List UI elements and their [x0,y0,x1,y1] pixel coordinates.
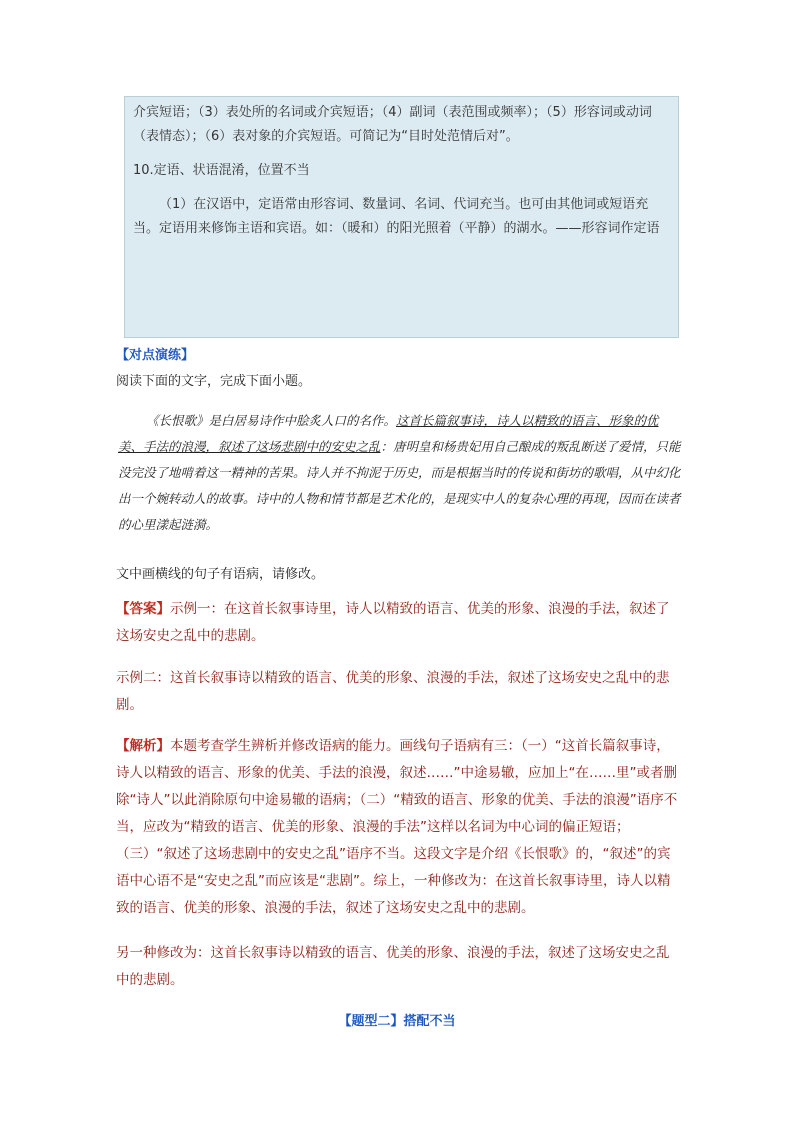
answer-tag: 【答案】 [116,601,170,617]
box-paragraph-adverbial-order: 介宾短语；（3）表处所的名词或介宾短语；（4）副词（表范围或频率）；（5）形容词或动词（表情态）；（6）表对象的介宾短语。可简记为“目时处范情后对”。 [133,105,652,144]
analysis-paragraph: 【解析】本题考查学生辨析并修改语病的能力。画线句子语病有三：（一）“这首长篇叙事诗，诗人以精致的语言、形象的优美、手法的浪漫，叙述……”中途易辙，应加上“在……里”或者删除“诗人”以此消除原句中途易辙的语病；（二）“精致的语言、形象的优美、手法的浪漫”语序不当，应改为“精致的语言、优美的形象、浪漫的手法”这样以名词为中心词的偏正短语；（三）“叙述了这场悲剧中的安史之乱”语序不当。这段文字是介绍《长恨歌》的，“叙述”的宾语中心语不是“安史之乱”而应该是“悲剧”。综上，一种修改为：在这首长叙事诗里，诗人以精致的语言、优美的形象、浪漫的手法，叙述了这场安史之乱中的悲剧。 [116,738,678,916]
box-heading-10: 10.定语、状语混淆，位置不当 [133,163,310,178]
analysis-alternative: 另一种修改为：这首长叙事诗以精致的语言、优美的形象、浪漫的手法，叙述了这场安史之乱中的悲剧。 [116,945,670,988]
passage-intro: 《长恨歌》是白居易诗作中脍炙人口的名作。 [146,413,397,428]
question-text: 文中画横线的句子有语病，请修改。 [116,567,325,582]
practice-heading: 【对点演练】 [116,348,195,363]
practice-instruction: 阅读下面的文字，完成下面小题。 [116,374,312,389]
answer-example-2: 示例二：这首长叙事诗以精致的语言、优美的形象、浪漫的手法，叙述了这场安史之乱中的悲剧。 [116,670,670,713]
answer-example-1: 【答案】示例一：在这首长叙事诗里，诗人以精致的语言、优美的形象、浪漫的手法，叙述了这场安史之乱中的悲剧。 [116,601,670,644]
reading-passage [118,408,682,538]
analysis-tag: 【解析】 [116,738,170,754]
knowledge-box [124,96,679,338]
section-title: 【题型二】搭配不当 [338,1014,456,1029]
passage-rest: ：唐明皇和杨贵妃用自己酿成的叛乱断送了爱情，只能没完没了地啃着这一精神的苦果。诗人并不拘泥于历史，而是根据当时的传说和街坊的歌唱，从中幻化出一个婉转动人的故事。诗中的人物和情节都是艺术化的，是现实中人的复杂心理的再现，因而在读者的心里漾起涟漪。 [118,439,681,532]
box-paragraph-attributive: （1）在汉语中，定语常由形容词、数量词、名词、代词充当。也可由其他词或短语充当。定语用来修饰主语和宾语。如：（暖和）的阳光照着（平静）的湖水。——形容词作定语 [133,197,660,236]
underlined-sentence: 这首长篇叙事诗，诗人以精致的语言、形象的优美、手法的浪漫，叙述了这场悲剧中的安史之乱 [118,413,659,454]
